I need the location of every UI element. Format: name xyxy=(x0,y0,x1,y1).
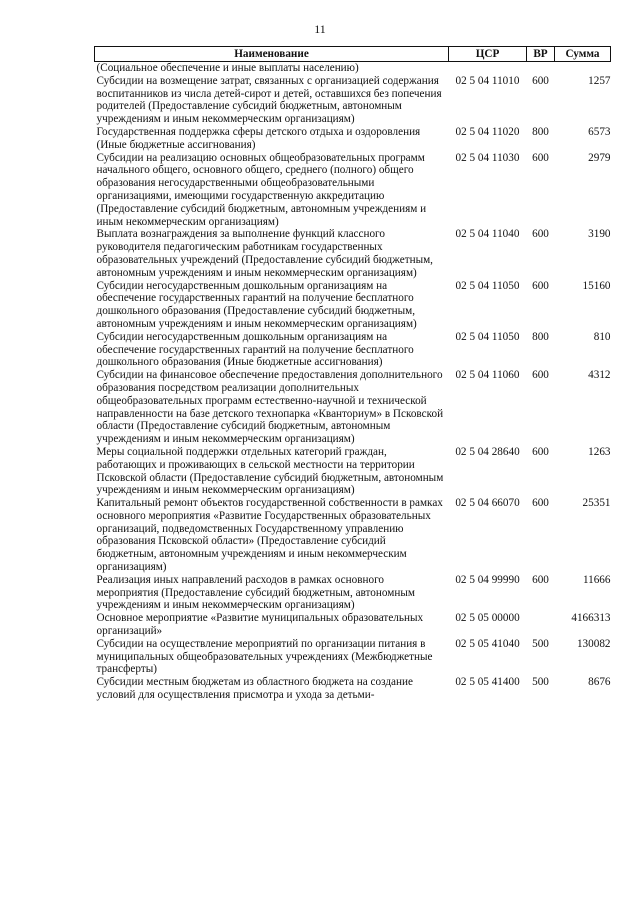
row-csr: 02 5 04 11030 xyxy=(455,151,520,164)
budget-table xyxy=(94,46,611,702)
row-csr: 02 5 04 11040 xyxy=(455,228,520,241)
row-sum: 810 xyxy=(593,330,611,343)
table-row xyxy=(95,280,611,331)
row-csr: 02 5 04 66070 xyxy=(455,497,520,510)
row-csr: 02 5 05 41040 xyxy=(455,637,520,650)
header-vr: ВР xyxy=(527,47,555,62)
row-sum: 8676 xyxy=(588,676,611,689)
row-sum xyxy=(555,62,611,75)
row-sum: 11666 xyxy=(582,573,611,586)
row-vr: 800 xyxy=(532,330,549,343)
row-vr: 600 xyxy=(532,151,549,164)
row-csr: 02 5 04 28640 xyxy=(455,445,520,458)
row-vr: 600 xyxy=(532,445,549,458)
table-row xyxy=(95,497,611,574)
row-sum: 3190 xyxy=(588,228,611,241)
table-row xyxy=(95,62,611,75)
row-csr: 02 5 04 11060 xyxy=(455,369,520,382)
row-vr: 500 xyxy=(532,676,549,689)
row-name: Субсидии негосударственным дошкольным организациям на обеспечение государственных гарантий на получение бесплатного дошкольного образования (Предоставление субсидий бюджетным, автономным учреждениям и иным некоммерческим организациям) xyxy=(96,279,417,330)
row-sum: 1263 xyxy=(588,445,611,458)
row-sum: 130082 xyxy=(576,637,611,650)
row-sum: 25351 xyxy=(582,497,611,510)
row-vr: 600 xyxy=(532,228,549,241)
row-csr: 02 5 04 11020 xyxy=(455,125,520,138)
row-sum: 6573 xyxy=(588,125,611,138)
row-name: Меры социальной поддержки отдельных категорий граждан, работающих и проживающих в сельской местности на территории Псковской области (Предоставление субсидий бюджетным, автономным учреждениям и иным некоммерческим организациям) xyxy=(96,445,444,497)
table-header-row xyxy=(95,47,611,62)
row-name: Субсидии на возмещение затрат, связанных с организацией содержания воспитанников из числа детей-сирот и детей, оставшихся без попечения родителей (Предоставление субсидий бюджетным, автономным учреждениям и иным некоммерческим организациям) xyxy=(96,74,442,126)
row-csr: 02 5 04 99990 xyxy=(455,573,520,586)
table-row xyxy=(95,574,611,612)
row-sum: 4312 xyxy=(588,369,611,382)
table-row xyxy=(95,369,611,446)
table-row xyxy=(95,331,611,369)
row-vr xyxy=(527,612,555,638)
table-row xyxy=(95,152,611,229)
row-vr: 600 xyxy=(532,74,549,87)
row-name: Выплата вознаграждения за выполнение функций классного руководителя педагогическим работникам государственных образовательных учреждений (Предоставление субсидий бюджетным, автономным учреждениям и иным некоммерческим организациям) xyxy=(96,228,433,279)
row-name: Реализация иных направлений расходов в рамках основного мероприятия (Предоставление субсидий бюджетным, автономным учреждениям и иным некоммерческим организациям) xyxy=(96,573,415,612)
table-row xyxy=(95,638,611,676)
row-csr: 02 5 04 11010 xyxy=(455,74,520,87)
row-sum: 1257 xyxy=(588,74,611,87)
page-number: 11 xyxy=(314,22,326,36)
row-name: Основное мероприятие «Развитие муниципальных образовательных организаций» xyxy=(96,612,424,638)
row-vr: 600 xyxy=(532,279,549,292)
row-name: Капитальный ремонт объектов государственной собственности в рамках основного мероприятия «Развитие Государственных образовательных организаций, подведомственных Государственному управлению образования Псковской области» (Предоставление субсидий бюджетным, автономным учреждениям и иным некоммерческим организациям) xyxy=(96,497,443,574)
row-csr: 02 5 05 00000 xyxy=(455,612,520,625)
row-vr: 600 xyxy=(532,573,549,586)
table-row xyxy=(95,446,611,497)
row-name: Субсидии негосударственным дошкольным организациям на обеспечение государственных гарантий на получение бесплатного дошкольного образования (Иные бюджетные ассигнования) xyxy=(96,330,414,369)
row-csr: 02 5 04 11050 xyxy=(455,330,520,343)
row-name: (Социальное обеспечение и иные выплаты населению) xyxy=(96,62,359,74)
header-sum: Сумма xyxy=(555,47,611,62)
row-vr: 800 xyxy=(532,125,549,138)
table-row xyxy=(95,612,611,638)
row-sum: 15160 xyxy=(582,279,611,292)
row-vr: 500 xyxy=(532,637,549,650)
header-name: Наименование xyxy=(95,47,449,62)
row-name: Субсидии на финансовое обеспечение предоставления дополнительного образования посредством реализации дополнительных общеобразовательных программ естественно-научной и технической направленности на базе детского технопарка «Кванториум» в Псковской области (Предоставление субсидий бюджетным, автономным учреждениям и иным некоммерческим организациям) xyxy=(96,369,444,446)
row-name: Субсидии на реализацию основных общеобразовательных программ начального общего, основного общего, среднего (полного) общего образования негосударственными общеобразовательными организациями, имеющими государственную аккредитацию (Предоставление субсидий бюджетным, автономным учреждениям и иным некоммерческим организациям) xyxy=(96,151,427,228)
row-sum: 4166313 xyxy=(571,612,611,625)
row-sum: 2979 xyxy=(588,151,611,164)
row-vr xyxy=(527,62,555,75)
row-vr: 600 xyxy=(532,497,549,510)
table-row xyxy=(95,75,611,126)
row-vr: 600 xyxy=(532,369,549,382)
header-csr: ЦСР xyxy=(449,47,527,62)
row-name: Субсидии местным бюджетам из областного бюджета на создание условий для осуществления присмотра и ухода за детьми- xyxy=(96,676,413,702)
table-row xyxy=(95,676,611,702)
row-csr xyxy=(449,62,527,75)
row-csr: 02 5 05 41400 xyxy=(455,676,520,689)
row-name: Государственная поддержка сферы детского отдыха и оздоровления (Иные бюджетные ассигнования) xyxy=(96,125,421,151)
row-name: Субсидии на осуществление мероприятий по организации питания в муниципальных общеобразовательных учреждениях (Межбюджетные трансферты) xyxy=(96,637,433,676)
table-row xyxy=(95,228,611,279)
row-csr: 02 5 04 11050 xyxy=(455,279,520,292)
table-row xyxy=(95,126,611,152)
